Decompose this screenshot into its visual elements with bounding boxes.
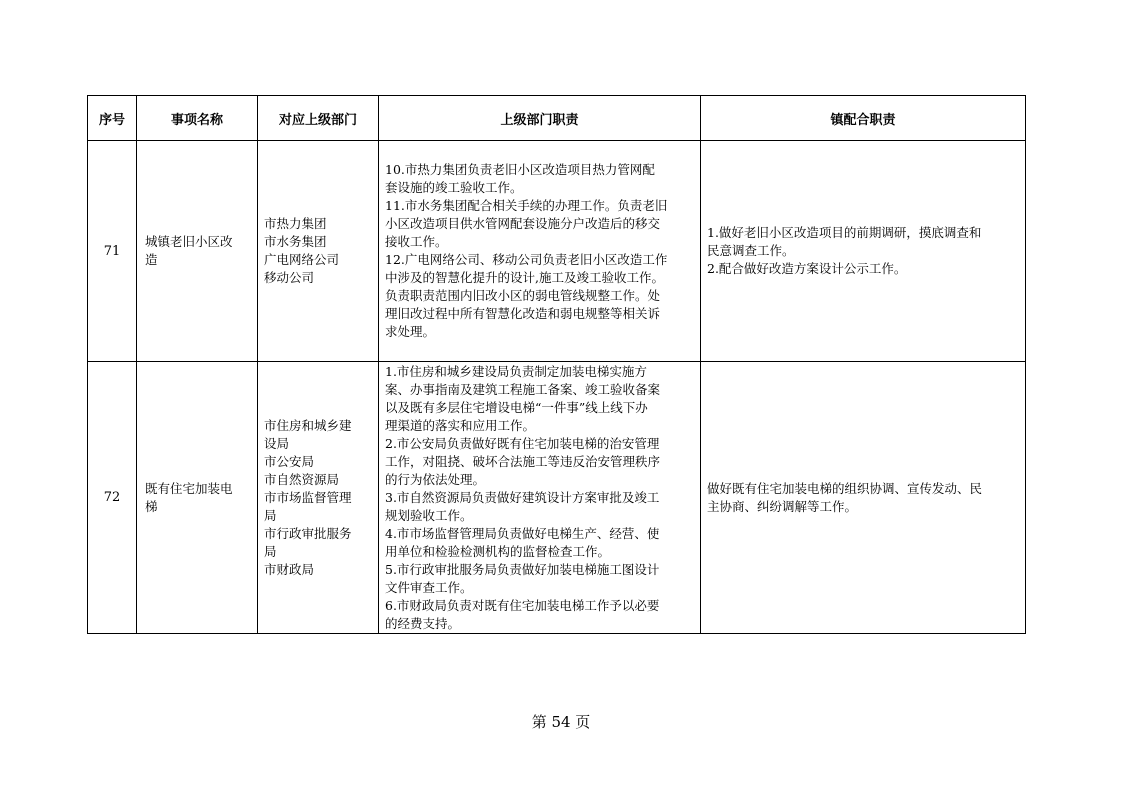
town-duty-text: 做好既有住宅加装电梯的组织协调、宣传发动、民 主协商、纠纷调解等工作。 [707, 480, 983, 514]
row-superior-dept [258, 141, 379, 362]
table-header-row [88, 96, 1026, 141]
row-item-name [137, 362, 258, 634]
table-row [88, 362, 1026, 634]
header-town-duty: 镇配合职责 [701, 96, 1026, 141]
row-seq: 71 [88, 141, 137, 362]
responsibility-table [87, 95, 1026, 634]
row-town-duty [701, 141, 1026, 362]
row-superior-dept [258, 362, 379, 634]
town-duty-text: 1.做好老旧小区改造项目的前期调研，摸底调查和 民意调查工作。 2.配合做好改造方案设计公示工作。 [707, 225, 982, 276]
row-superior-duty [379, 362, 701, 634]
header-seq: 序号 [88, 96, 137, 141]
duty-text: 10.市热力集团负责老旧小区改造项目热力管网配 套设施的竣工验收工作。 11.市水务集团配合相关手续的办理工作。负责老旧 小区改造项目供水管网配套设施分户改造后的移交 接收工作。 12.广电网络公司、移动公司负责老旧小区改造工作 中涉及的智慧化提升的设计,施工及竣工验收工作。 负责职责范围内旧改小区的弱电管线规整工作。处 理旧改过程中所有智慧化改造和弱电规整等相关诉 求处理。 [385, 162, 668, 339]
item-name-text: 城镇老旧小区改 造 [145, 234, 233, 267]
dept-text: 市住房和城乡建 设局 市公安局 市自然资源局 市市场监督管理 局 市行政审批服务 局 市财政局 [264, 417, 352, 577]
row-item-name [137, 141, 258, 362]
header-superior-dept: 对应上级部门 [258, 96, 379, 141]
row-superior-duty [379, 141, 701, 362]
header-superior-duty: 上级部门职责 [379, 96, 701, 141]
item-name-text: 既有住宅加装电 梯 [145, 480, 233, 514]
page-number: 第 54 页 [531, 713, 591, 731]
duty-text: 1.市住房和城乡建设局负责制定加装电梯实施方 案、办事指南及建筑工程施工备案、竣工验收备案 以及既有多层住宅增设电梯“一件事”线上线下办 理渠道的落实和应用工作。 2.市公安局负责做好既有住宅加装电梯的治安管理 工作，对阻挠、破坏合法施工等违反治安管理秩序 的行为依法处理。 3.市自然资源局负责做好建筑设计方案审批及竣工 规划验收工作。 4.市市场监督管理局负责做好电梯生产、经营、使 用单位和检验检测机构的监督检查工作。 5.市行政审批服务局负责做好加装电梯施工图设计 文件审查工作。 6.市财政局负责对既有住宅加装电梯工作予以必要 的经费支持。 [385, 363, 661, 631]
dept-text: 市热力集团 市水务集团 广电网络公司 移动公司 [264, 216, 340, 285]
row-seq: 72 [88, 362, 137, 634]
header-item-name: 事项名称 [137, 96, 258, 141]
row-town-duty [701, 362, 1026, 634]
table-row [88, 141, 1026, 362]
